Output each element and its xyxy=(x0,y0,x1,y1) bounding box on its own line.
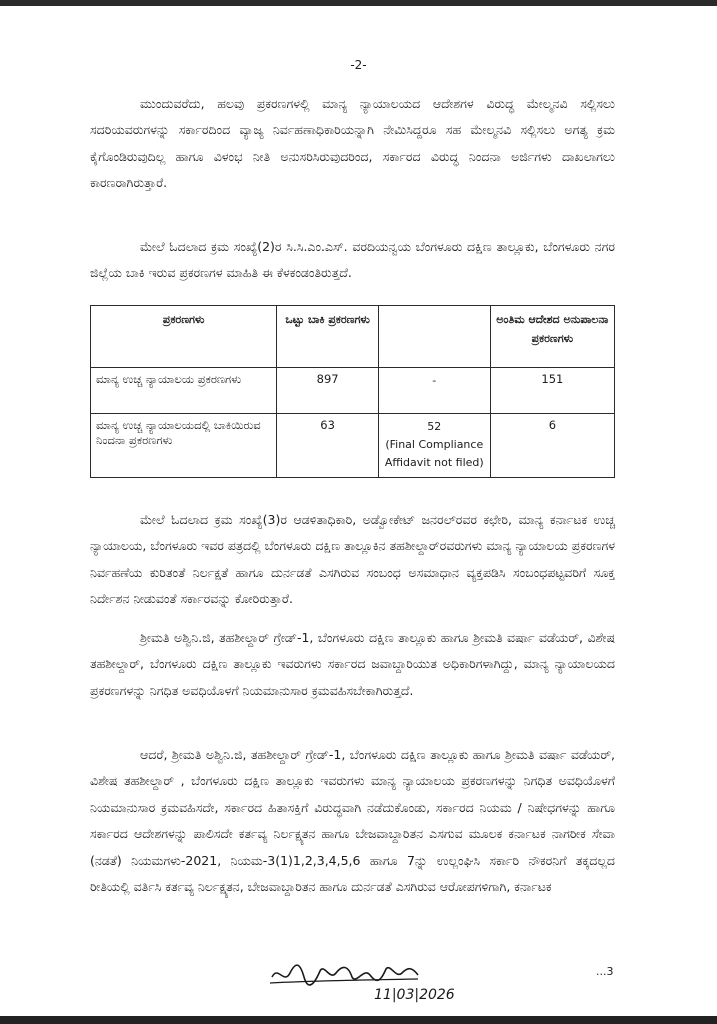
paragraph-officers-duty xyxy=(90,625,615,704)
paragraph-text: ಮುಂದುವರೆದು, ಹಲವು ಪ್ರಕರಣಗಳಲ್ಲಿ ಮಾನ್ಯ ನ್ಯಾಯಾಲಯದ ಆದೇಶಗಳ ವಿರುದ್ಧ ಮೇಲ್ಮನವಿ ಸಲ್ಲಿಸಲು ಸದರಿಯವರುಗಳನ್ನು ಸರ್ಕಾರದಿಂದ ವ್ಯಾಜ್ಯ ನಿರ್ವಹಣಾಧಿಕಾರಿಯನ್ನಾಗಿ ನೇಮಿಸಿದ್ದರೂ ಸಹ ಮೇಲ್ಮನವಿ ಸಲ್ಲಿಸಲು ಅಗತ್ಯ ಕ್ರಮ ಕೈಗೊಂಡಿರುವುದಿಲ್ಲ ಹಾಗೂ ವಿಳಂಭ ನೀತಿ ಅನುಸರಿಸಿರುವುದರಿಂದ, ಸರ್ಕಾರದ ವಿರುದ್ಧ ನಿಂದನಾ ಅರ್ಜಿಗಳು ದಾಖಲಾಗಲು ಕಾರಣರಾಗಿರುತ್ತಾರೆ. xyxy=(90,96,615,191)
paragraph-misconduct xyxy=(90,742,615,900)
row-col3-value: - xyxy=(432,374,437,387)
header-cases: ಪ್ರಕರಣಗಳು xyxy=(91,306,277,368)
signature-scribble-icon xyxy=(268,955,488,1005)
row-final: 151 xyxy=(490,368,614,414)
scan-top-edge xyxy=(0,0,717,6)
handwritten-signature xyxy=(268,955,488,1005)
row-category: ಮಾನ್ಯ ಉಚ್ಚ ನ್ಯಾಯಾಲಯದಲ್ಲಿ ಬಾಕಿಯಿರುವ ನಿಂದನಾ ಪ್ರಕರಣಗಳು xyxy=(91,414,277,478)
row-total: 63 xyxy=(277,414,378,478)
signature-date: 11|03|2026 xyxy=(374,987,455,1003)
paragraph-appeal-delay xyxy=(90,91,615,197)
pending-cases-table xyxy=(90,305,615,478)
row-total: 897 xyxy=(277,368,378,414)
header-total-pending: ಒಟ್ಟು ಬಾಕಿ ಪ್ರಕರಣಗಳು xyxy=(277,306,378,368)
row-col3-note: (Final Compliance Affidavit not filed) xyxy=(384,438,484,469)
header-final-compliance: ಅಂತಿಮ ಆದೇಶದ ಅನುಪಾಲನಾ ಪ್ರಕರಣಗಳು xyxy=(490,306,614,368)
paragraph-text: ಮೇಲೆ ಓದಲಾದ ಕ್ರಮ ಸಂಖ್ಯೆ(3)ರ ಆಡಳಿತಾಧಿಕಾರಿ, ಅಡ್ವೋಕೇಟ್ ಜನರಲ್‌ರವರ ಕಛೇರಿ, ಮಾನ್ಯ ಕರ್ನಾಟಕ ಉಚ್ಚ ನ್ಯಾಯಾಲಯ, ಬೆಂಗಳೂರು ಇವರ ಪತ್ರದಲ್ಲಿ ಬೆಂಗಳೂರು ದಕ್ಷಿಣ ತಾಲ್ಲೂಕಿನ ತಹಶೀಲ್ದಾರ್‌ರವರುಗಳು ಮಾನ್ಯ ನ್ಯಾಯಾಲಯ ಪ್ರಕರಣಗಳ ನಿರ್ವಹಣೆಯ ಕುರಿತಂತೆ ನಿರ್ಲಕ್ಷತೆ ಹಾಗೂ ದುರ್ನಡತೆ ಎಸಗಿರುವ ಸಂಬಂಧ ಅಸಮಾಧಾನ ವ್ಯಕ್ತಪಡಿಸಿ ಸಂಬಂಧಪಟ್ಟವರಿಗೆ ಸೂಕ್ತ ನಿರ್ದೇಶನ ನೀಡುವಂತೆ ಸರ್ಕಾರವನ್ನು ಕೋರಿರುತ್ತಾರೆ. xyxy=(90,512,615,607)
paragraph-text: ಆದರೆ, ಶ್ರೀಮತಿ ಅಶ್ವಿನಿ.ಜಿ, ತಹಶೀಲ್ದಾರ್ ಗ್ರೇಡ್-1, ಬೆಂಗಳೂರು ದಕ್ಷಿಣ ತಾಲ್ಲೂಕು ಹಾಗೂ ಶ್ರೀಮತಿ ವರ್ಷಾ ವಡೆಯರ್, ವಿಶೇಷ ತಹಶೀಲ್ದಾರ್ , ಬೆಂಗಳೂರು ದಕ್ಷಿಣ ತಾಲ್ಲೂಕು ಇವರುಗಳು ಮಾನ್ಯ ನ್ಯಾಯಾಲಯ ಪ್ರಕರಣಗಳನ್ನು ನಿಗಧಿತ ಅವಧಿಯೊಳಗೆ ನಿಯಮಾನುಸಾರ ಕ್ರಮವಹಿಸದೇ, ಸರ್ಕಾರದ ಹಿತಾಸಕ್ತಿಗೆ ವಿರುದ್ಧವಾಗಿ ನಡೆದುಕೊಂಡು, ಸರ್ಕಾರದ ನಿಯಮ / ನಿಷೇಧಗಳನ್ನು ಹಾಗೂ ಸರ್ಕಾರದ ಆದೇಶಗಳನ್ನು ಪಾಲಿಸದೇ ಕರ್ತವ್ಯ ನಿರ್ಲಕ್ಷ್ಯತನ ಹಾಗೂ ಬೇಜವಾಬ್ದಾರಿತನ ಎಸಗುವ ಮೂಲಕ ಕರ್ನಾಟಕ ನಾಗರೀಕ ಸೇವಾ (ನಡತೆ) ನಿಯಮಗಳು-2021, ನಿಯಮ-3(1)1,2,3,4,5,6 ಹಾಗೂ 7ನ್ನು ಉಲ್ಲಂಘಿಸಿ ಸರ್ಕಾರಿ ನೌಕರನಿಗೆ ತಕ್ಕದಲ್ಲದ ರೀತಿಯಲ್ಲಿ ವರ್ತಿಸಿ ಕರ್ತವ್ಯ ನಿರ್ಲಕ್ಷ್ಯತನ, ಬೇಜವಾಬ್ದಾರಿತನ ಹಾಗೂ ದುರ್ನಡತೆ ಎಸಗಿರುವ ಆರೋಪಗಳಿಗಾಗಿ, ಕರ್ನಾಟಕ xyxy=(90,747,615,895)
table-row xyxy=(91,368,615,414)
page-number: -2- xyxy=(350,58,367,72)
paragraph-text: ಮೇಲೆ ಓದಲಾದ ಕ್ರಮ ಸಂಖ್ಯೆ(2)ರ ಸಿ.ಸಿ.ಎಂ.ಎಸ್. ವರದಿಯನ್ವಯ ಬೆಂಗಳೂರು ದಕ್ಷಿಣ ತಾಲ್ಲೂಕು, ಬೆಂಗಳೂರು ನಗರ ಜಿಲ್ಲೆಯ ಬಾಕಿ ಇರುವ ಪ್ರಕರಣಗಳ ಮಾಹಿತಿ ಈ ಕೆಳಕಂಡಂತಿರುತ್ತದೆ. xyxy=(90,239,615,281)
row-category: ಮಾನ್ಯ ಉಚ್ಚ ನ್ಯಾಯಾಲಯ ಪ್ರಕರಣಗಳು xyxy=(91,368,277,414)
row-col3 xyxy=(378,414,490,478)
row-final: 6 xyxy=(490,414,614,478)
scan-bottom-edge xyxy=(0,1016,717,1024)
header-blank xyxy=(378,306,490,368)
paragraph-ccms-report xyxy=(90,234,615,287)
table-header-row xyxy=(91,306,615,368)
paragraph-advocate-general-letter xyxy=(90,507,615,613)
paragraph-text: ಶ್ರೀಮತಿ ಅಶ್ವಿನಿ.ಜಿ, ತಹಶೀಲ್ದಾರ್ ಗ್ರೇಡ್-1, ಬೆಂಗಳೂರು ದಕ್ಷಿಣ ತಾಲ್ಲೂಕು ಹಾಗೂ ಶ್ರೀಮತಿ ವರ್ಷಾ ವಡೆಯರ್, ವಿಶೇಷ ತಹಶೀಲ್ದಾರ್, ಬೆಂಗಳೂರು ದಕ್ಷಿಣ ತಾಲ್ಲೂಕು ಇವರುಗಳು ಸರ್ಕಾರದ ಜವಾಬ್ದಾರಿಯುತ ಅಧಿಕಾರಿಗಳಾಗಿದ್ದು, ಮಾನ್ಯ ನ್ಯಾಯಾಲಯದ ಪ್ರಕರಣಗಳನ್ನು ನಿಗಧಿತ ಅವಧಿಯೊಳಗೆ ನಿಯಮಾನುಸಾರ ಕ್ರಮವಹಿಸಬೇಕಾಗಿರುತ್ತದೆ. xyxy=(90,630,615,698)
table-row xyxy=(91,414,615,478)
next-page-marker: ...3 xyxy=(596,965,614,978)
row-col3-value: 52 xyxy=(427,420,442,433)
row-col3 xyxy=(378,368,490,414)
